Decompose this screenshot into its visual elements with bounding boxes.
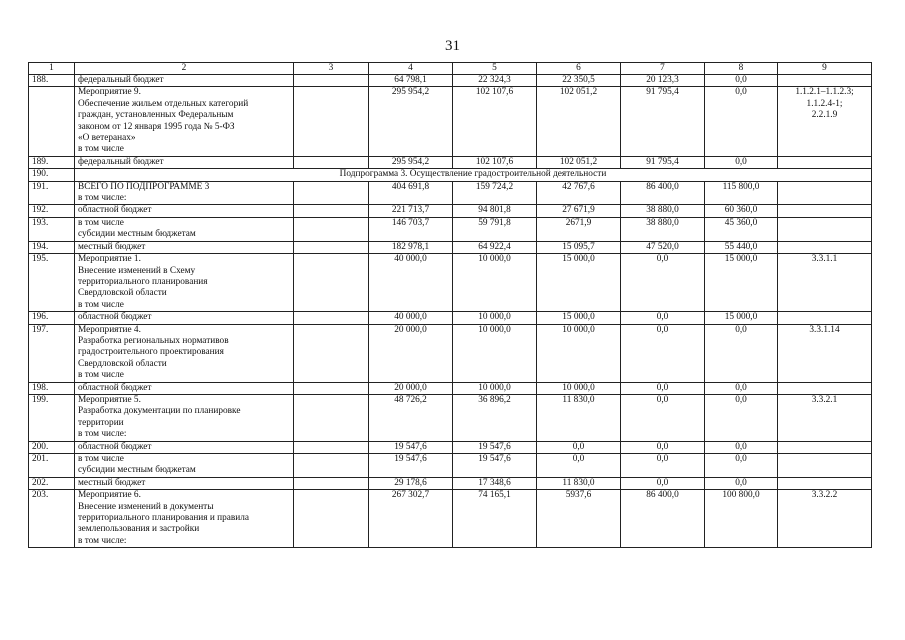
empty-cell: [294, 477, 369, 489]
value-cell: 0,0: [537, 441, 621, 453]
item-name-line: в том числе: [78, 144, 124, 155]
empty-cell: [294, 241, 369, 253]
value-cell: 182 978,1: [369, 241, 453, 253]
target-ref-line: 3.3.2.2: [811, 490, 838, 501]
value-cell: 10 000,0: [453, 254, 537, 312]
table-row: [29, 75, 872, 87]
value-cell: 27 671,9: [537, 205, 621, 217]
target-ref-cell: [778, 441, 872, 453]
value-cell: 221 713,7: [369, 205, 453, 217]
item-name-line: в том числе: [78, 217, 124, 228]
item-name-line: землепользования и застройки: [78, 524, 200, 535]
table-row: [29, 181, 872, 205]
table-row: [29, 477, 872, 489]
empty-cell: [294, 394, 369, 441]
column-number-row: [29, 63, 872, 75]
table-body: [29, 63, 872, 548]
value-cell: 0,0: [705, 382, 778, 394]
column-header: 9: [778, 63, 872, 75]
value-cell: 47 520,0: [621, 241, 705, 253]
row-number-cell: 201.: [29, 454, 75, 478]
value-cell: 100 800,0: [705, 490, 778, 548]
item-name-cell: [75, 441, 294, 453]
value-cell: 15 095,7: [537, 241, 621, 253]
value-cell: 115 800,0: [705, 181, 778, 205]
target-ref-cell: [778, 394, 872, 441]
target-ref-line: 2.2.1.9: [811, 110, 838, 121]
row-number-cell: 194.: [29, 241, 75, 253]
item-name-cell: [75, 254, 294, 312]
value-cell: 42 767,6: [537, 181, 621, 205]
target-ref-cell: [778, 324, 872, 382]
value-cell: 11 830,0: [537, 394, 621, 441]
value-cell: 0,0: [621, 394, 705, 441]
table-row: [29, 312, 872, 324]
value-cell: 15 000,0: [537, 254, 621, 312]
item-name-line: федеральный бюджет: [78, 156, 164, 167]
item-name-cell: [75, 312, 294, 324]
target-ref-cell: [778, 312, 872, 324]
value-cell: 0,0: [705, 394, 778, 441]
item-name-cell: [75, 181, 294, 205]
table-row: [29, 254, 872, 312]
item-name-line: Мероприятие 5.: [78, 394, 141, 405]
table-row: [29, 205, 872, 217]
item-name-line: территориального планирования и правила: [78, 513, 250, 524]
value-cell: 295 954,2: [369, 87, 453, 156]
row-number-cell: 198.: [29, 382, 75, 394]
value-cell: 36 896,2: [453, 394, 537, 441]
value-cell: 10 000,0: [453, 324, 537, 382]
value-cell: 86 400,0: [621, 490, 705, 548]
value-cell: 91 795,4: [621, 87, 705, 156]
target-ref-cell: [778, 75, 872, 87]
value-cell: 22 324,3: [453, 75, 537, 87]
table-row: [29, 241, 872, 253]
value-cell: 91 795,4: [621, 156, 705, 168]
row-number-cell: 191.: [29, 181, 75, 205]
item-name-line: Внесение изменений в документы: [78, 501, 214, 512]
value-cell: 146 703,7: [369, 217, 453, 241]
value-cell: 10 000,0: [453, 312, 537, 324]
value-cell: 20 000,0: [369, 324, 453, 382]
item-name-line: местный бюджет: [78, 241, 146, 252]
empty-cell: [294, 441, 369, 453]
value-cell: 0,0: [621, 312, 705, 324]
item-name-cell: [75, 394, 294, 441]
empty-cell: [294, 217, 369, 241]
value-cell: 17 348,6: [453, 477, 537, 489]
item-name-line: в том числе: [78, 454, 124, 464]
value-cell: 15 000,0: [705, 312, 778, 324]
item-name-line: Внесение изменений в Схему: [78, 265, 196, 276]
row-number-cell: 193.: [29, 217, 75, 241]
value-cell: 45 360,0: [705, 217, 778, 241]
value-cell: 0,0: [537, 454, 621, 478]
table-row: [29, 156, 872, 168]
item-name-line: областной бюджет: [78, 312, 152, 323]
target-ref-cell: [778, 217, 872, 241]
value-cell: 11 830,0: [537, 477, 621, 489]
item-name-line: Мероприятие 6.: [78, 490, 141, 501]
item-name-cell: [75, 477, 294, 489]
value-cell: 10 000,0: [537, 382, 621, 394]
value-cell: 38 880,0: [621, 205, 705, 217]
item-name-cell: [75, 156, 294, 168]
value-cell: 64 798,1: [369, 75, 453, 87]
value-cell: 0,0: [705, 75, 778, 87]
value-cell: 55 440,0: [705, 241, 778, 253]
value-cell: 0,0: [705, 324, 778, 382]
item-name-line: Мероприятие 4.: [78, 324, 141, 335]
item-name-line: Разработка документации по планировке: [78, 406, 241, 417]
row-number-cell: 195.: [29, 254, 75, 312]
value-cell: 267 302,7: [369, 490, 453, 548]
item-name-line: в том числе:: [78, 429, 127, 440]
column-header: 8: [705, 63, 778, 75]
target-ref-line: 3.3.1.1: [811, 254, 838, 265]
value-cell: 86 400,0: [621, 181, 705, 205]
value-cell: 0,0: [621, 324, 705, 382]
target-ref-cell: [778, 205, 872, 217]
item-name-cell: [75, 205, 294, 217]
item-name-line: территориального планирования: [78, 276, 208, 287]
target-ref-cell: [778, 156, 872, 168]
row-number-cell: 202.: [29, 477, 75, 489]
target-ref-cell: [778, 241, 872, 253]
value-cell: 74 165,1: [453, 490, 537, 548]
item-name-cell: [75, 454, 294, 478]
item-name-line: «О ветеранах»: [78, 133, 136, 144]
target-ref-cell: [778, 87, 872, 156]
value-cell: 0,0: [705, 87, 778, 156]
row-number-cell: [29, 87, 75, 156]
table-row: [29, 217, 872, 241]
value-cell: 404 691,8: [369, 181, 453, 205]
column-header: 5: [453, 63, 537, 75]
target-ref-line: 1.1.2.1–1.1.2.3;: [795, 87, 854, 98]
item-name-line: Свердловской области: [78, 288, 167, 299]
value-cell: 0,0: [705, 454, 778, 478]
target-ref-cell: [778, 454, 872, 478]
item-name-line: Мероприятие 1.: [78, 254, 141, 265]
target-ref-cell: [778, 490, 872, 548]
value-cell: 15 000,0: [705, 254, 778, 312]
value-cell: 0,0: [705, 441, 778, 453]
value-cell: 19 547,6: [453, 454, 537, 478]
table-row: [29, 490, 872, 548]
table-row: [29, 87, 872, 156]
value-cell: 20 000,0: [369, 382, 453, 394]
column-header: 6: [537, 63, 621, 75]
value-cell: 0,0: [705, 477, 778, 489]
value-cell: 64 922,4: [453, 241, 537, 253]
value-cell: 38 880,0: [621, 217, 705, 241]
value-cell: 19 547,6: [369, 441, 453, 453]
value-cell: 29 178,6: [369, 477, 453, 489]
target-ref-line: 3.3.1.14: [809, 324, 840, 335]
value-cell: 60 360,0: [705, 205, 778, 217]
item-name-line: в том числе: [78, 370, 124, 381]
target-ref-cell: [778, 477, 872, 489]
item-name-line: Разработка региональных нормативов: [78, 335, 229, 346]
empty-cell: [294, 312, 369, 324]
item-name-line: в том числе:: [78, 535, 127, 546]
value-cell: 10 000,0: [453, 382, 537, 394]
target-ref-cell: [778, 382, 872, 394]
value-cell: 0,0: [621, 254, 705, 312]
value-cell: 0,0: [621, 454, 705, 478]
value-cell: 102 107,6: [453, 156, 537, 168]
budget-table: [28, 62, 872, 548]
item-name-cell: [75, 324, 294, 382]
value-cell: 10 000,0: [537, 324, 621, 382]
value-cell: 2671,9: [537, 217, 621, 241]
target-ref-line: 3.3.2.1: [811, 394, 838, 405]
value-cell: 5937,6: [537, 490, 621, 548]
value-cell: 102 051,2: [537, 156, 621, 168]
empty-cell: [294, 254, 369, 312]
item-name-cell: [75, 241, 294, 253]
item-name-line: в том числе:: [78, 193, 127, 204]
column-header: 2: [75, 63, 294, 75]
column-header: 7: [621, 63, 705, 75]
value-cell: 40 000,0: [369, 254, 453, 312]
item-name-line: областной бюджет: [78, 382, 152, 393]
table-row: [29, 454, 872, 478]
row-number-cell: 199.: [29, 394, 75, 441]
item-name-line: территории: [78, 417, 124, 428]
value-cell: 94 801,8: [453, 205, 537, 217]
item-name-line: федеральный бюджет: [78, 75, 164, 85]
value-cell: 20 123,3: [621, 75, 705, 87]
row-number-cell: 196.: [29, 312, 75, 324]
item-name-line: субсидии местным бюджетам: [78, 465, 196, 476]
value-cell: 295 954,2: [369, 156, 453, 168]
table-row: [29, 394, 872, 441]
empty-cell: [294, 490, 369, 548]
value-cell: 0,0: [621, 477, 705, 489]
empty-cell: [294, 156, 369, 168]
value-cell: 19 547,6: [453, 441, 537, 453]
item-name-line: местный бюджет: [78, 477, 146, 488]
value-cell: 0,0: [621, 441, 705, 453]
table-row: [29, 324, 872, 382]
item-name-line: граждан, установленных Федеральным: [78, 110, 234, 121]
table-row: [29, 441, 872, 453]
empty-cell: [294, 454, 369, 478]
value-cell: 159 724,2: [453, 181, 537, 205]
table-row: [29, 382, 872, 394]
column-header: 1: [29, 63, 75, 75]
value-cell: 22 350,5: [537, 75, 621, 87]
value-cell: 59 791,8: [453, 217, 537, 241]
empty-cell: [294, 181, 369, 205]
column-header: 3: [294, 63, 369, 75]
subprogram-title-cell: Подпрограмма 3. Осуществление градостроительной деятельности: [75, 169, 872, 181]
row-number-cell: 190.: [29, 169, 75, 181]
item-name-line: Обеспечение жильем отдельных категорий: [78, 98, 249, 109]
item-name-line: Мероприятие 9.: [78, 87, 141, 98]
empty-cell: [294, 87, 369, 156]
row-number-cell: 192.: [29, 205, 75, 217]
value-cell: 15 000,0: [537, 312, 621, 324]
table-row: [29, 169, 872, 181]
row-number-cell: 188.: [29, 75, 75, 87]
column-header: 4: [369, 63, 453, 75]
row-number-cell: 200.: [29, 441, 75, 453]
target-ref-cell: [778, 254, 872, 312]
item-name-line: областной бюджет: [78, 441, 152, 452]
item-name-cell: [75, 490, 294, 548]
value-cell: 40 000,0: [369, 312, 453, 324]
item-name-line: в том числе: [78, 299, 124, 310]
row-number-cell: 189.: [29, 156, 75, 168]
item-name-line: ВСЕГО ПО ПОДПРОГРАММЕ 3: [78, 181, 210, 192]
value-cell: 0,0: [705, 156, 778, 168]
item-name-cell: [75, 75, 294, 87]
item-name-cell: [75, 217, 294, 241]
item-name-cell: [75, 87, 294, 156]
item-name-line: законом от 12 января 1995 года № 5-ФЗ: [78, 121, 235, 132]
item-name-line: субсидии местным бюджетам: [78, 229, 196, 240]
item-name-line: Свердловской области: [78, 358, 167, 369]
empty-cell: [294, 382, 369, 394]
empty-cell: [294, 75, 369, 87]
empty-cell: [294, 324, 369, 382]
value-cell: 19 547,6: [369, 454, 453, 478]
target-ref-line: 1.1.2.4-1;: [806, 98, 843, 109]
row-number-cell: 197.: [29, 324, 75, 382]
page-number: 31: [445, 38, 460, 54]
target-ref-cell: [778, 181, 872, 205]
empty-cell: [294, 205, 369, 217]
value-cell: 48 726,2: [369, 394, 453, 441]
value-cell: 102 051,2: [537, 87, 621, 156]
item-name-line: градостроительного проектирования: [78, 347, 224, 358]
value-cell: 0,0: [621, 382, 705, 394]
item-name-line: областной бюджет: [78, 205, 152, 216]
item-name-cell: [75, 382, 294, 394]
row-number-cell: 203.: [29, 490, 75, 548]
value-cell: 102 107,6: [453, 87, 537, 156]
